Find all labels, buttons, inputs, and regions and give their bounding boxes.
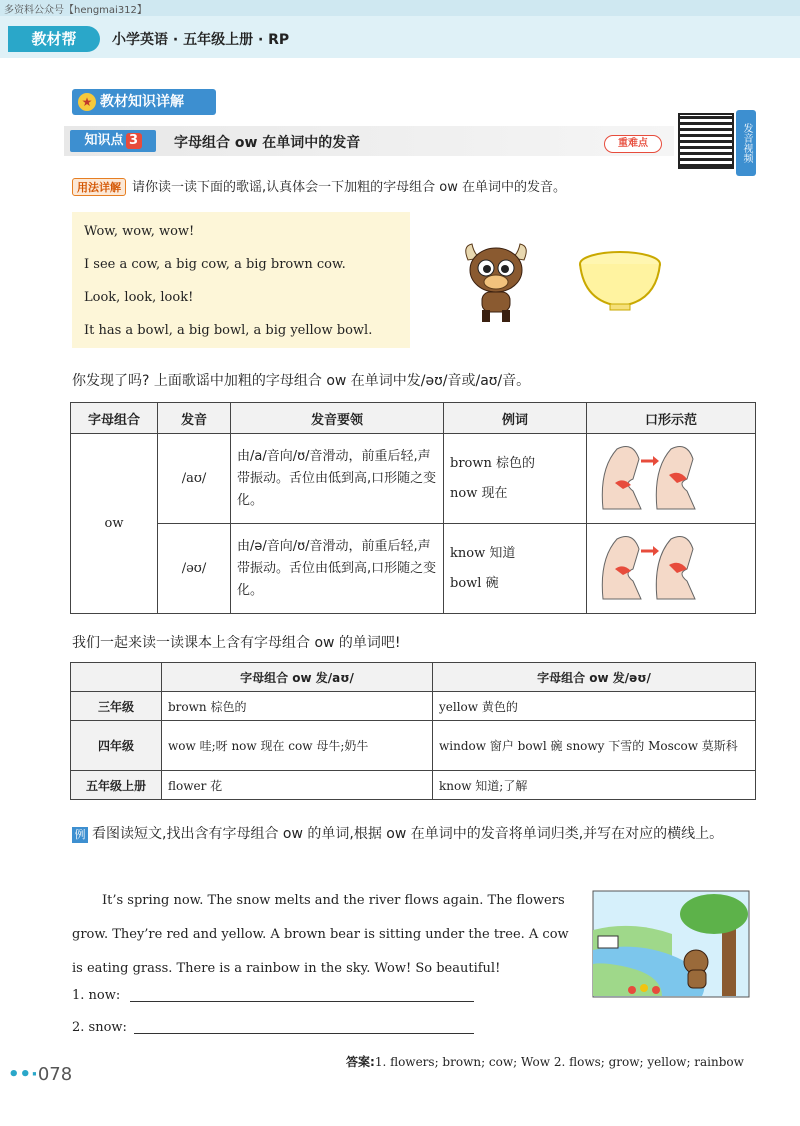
ou-words-cell: know 知道;了解 — [433, 771, 756, 800]
mouth-cell — [587, 524, 756, 614]
top-bar — [0, 0, 800, 58]
mouth-cell — [587, 434, 756, 524]
blank-label-now: 1. now: — [72, 988, 121, 1003]
usage-label: 用法详解 — [72, 178, 126, 196]
section-title-text: 教材知识详解 — [100, 94, 184, 110]
cow-illustration — [462, 240, 530, 324]
tip-cell: 由/ə/音向/ʊ/音滑动，前重后轻,声带振动。舌位由低到高,口形随之变化。 — [231, 524, 444, 614]
point-tag — [70, 130, 156, 152]
grade-cell: 四年级 — [71, 721, 162, 771]
passage-line: is eating grass. There is a rainbow in the sky. Wow! So beautiful! — [72, 961, 501, 976]
example-text: 看图读短文,找出含有字母组合 ow 的单词,根据 ow 在单词中的发音将单词归类,并写在对应的横线上。 — [92, 826, 724, 842]
reading-passage — [72, 884, 582, 986]
point-title: 字母组合 ow 在单词中的发音 — [174, 135, 361, 151]
qr-code-icon[interactable] — [678, 113, 734, 169]
point-tag-text: 知识点 — [84, 133, 124, 148]
example-cell — [444, 524, 587, 614]
au-words-cell: flower 花 — [162, 771, 433, 800]
sound-cell: /aʊ/ — [158, 434, 231, 524]
rhyme-line: Look, look, look! — [84, 290, 194, 305]
usage-line — [72, 176, 566, 196]
usage-text: 请你读一读下面的歌谣,认真体会一下加粗的字母组合 ow 在单词中的发音。 — [132, 180, 566, 195]
video-tab[interactable]: 发音视频 — [736, 110, 756, 176]
table-header: 发音 — [158, 403, 231, 434]
example-cell — [444, 434, 587, 524]
passage-line: It’s spring now. The snow melts and the river flows again. The flowers — [102, 893, 565, 908]
example-word: now 现在 — [450, 485, 508, 501]
example-label: 例 — [72, 827, 88, 843]
star-icon: ★ — [78, 93, 96, 111]
page-number — [8, 1064, 72, 1085]
table-header — [71, 663, 162, 692]
table-header: 字母组合 ow 发/aʊ/ — [162, 663, 433, 692]
read-together-text: 我们一起来读一读课本上含有字母组合 ow 的单词吧! — [72, 635, 401, 651]
spring-scene-illustration — [592, 890, 750, 998]
mouth-diagram — [593, 439, 703, 515]
table-header: 字母组合 — [71, 403, 158, 434]
knowledge-point-bar — [64, 126, 674, 156]
page-number-text: 078 — [37, 1064, 73, 1085]
au-words-cell: brown 棕色的 — [162, 692, 433, 721]
table-header: 例词 — [444, 403, 587, 434]
grade-cell: 三年级 — [71, 692, 162, 721]
answer-line-2[interactable] — [134, 1033, 474, 1034]
sound-cell: /əʊ/ — [158, 524, 231, 614]
au-words-cell: wow 哇;呀 now 现在 cow 母牛;奶牛 — [162, 721, 433, 771]
example-word: bowl 碗 — [450, 575, 499, 591]
combo-cell: ow — [71, 434, 158, 614]
brand-badge: 教材帮 — [8, 26, 100, 52]
section-title — [72, 89, 216, 115]
ou-words-cell: yellow 黄色的 — [433, 692, 756, 721]
grade-word-table — [70, 662, 756, 800]
example-word: brown 棕色的 — [450, 455, 535, 471]
breadcrumb: 小学英语 · 五年级上册 · RP — [112, 32, 290, 48]
tip-cell: 由/a/音向/ʊ/音滑动，前重后轻,声带振动。舌位由低到高,口形随之变化。 — [231, 434, 444, 524]
answer-text: 1. flowers; brown; cow; Wow 2. flows; grow; yellow; rainbow — [374, 1055, 744, 1069]
rhyme-line: I see a cow, a big cow, a big brown cow. — [84, 257, 346, 272]
blank-label-snow: 2. snow: — [72, 1020, 127, 1035]
mouth-diagram — [593, 529, 703, 605]
page-dots-icon: ••· — [8, 1064, 38, 1085]
ou-words-cell: window 窗户 bowl 碗 snowy 下雪的 Moscow 莫斯科 — [433, 721, 756, 771]
watermark: 多资料公众号【hengmai312】 — [4, 5, 147, 16]
answer-label: 答案: — [346, 1055, 375, 1069]
discovery-text: 你发现了吗? 上面歌谣中加粗的字母组合 ow 在单词中发/əʊ/音或/aʊ/音。 — [72, 373, 531, 389]
table-header: 字母组合 ow 发/əʊ/ — [433, 663, 756, 692]
point-number: 3 — [126, 133, 142, 149]
table-header: 口形示范 — [587, 403, 756, 434]
pronunciation-table — [70, 402, 756, 614]
rhyme-line: It has a bowl, a big bowl, a big yellow bowl. — [84, 323, 373, 338]
rhyme-line: Wow, wow, wow! — [84, 224, 195, 239]
answer-line-1[interactable] — [130, 1001, 474, 1002]
example-word: know 知道 — [450, 545, 516, 561]
answer-line — [346, 1053, 744, 1070]
passage-line: grow. They’re red and yellow. A brown bear is sitting under the tree. A cow — [72, 927, 569, 942]
difficulty-badge: 重难点 — [604, 135, 662, 153]
grade-cell: 五年级上册 — [71, 771, 162, 800]
bowl-illustration — [578, 250, 662, 314]
table-header: 发音要领 — [231, 403, 444, 434]
rhyme-box — [72, 212, 410, 348]
example-prompt — [72, 820, 756, 848]
